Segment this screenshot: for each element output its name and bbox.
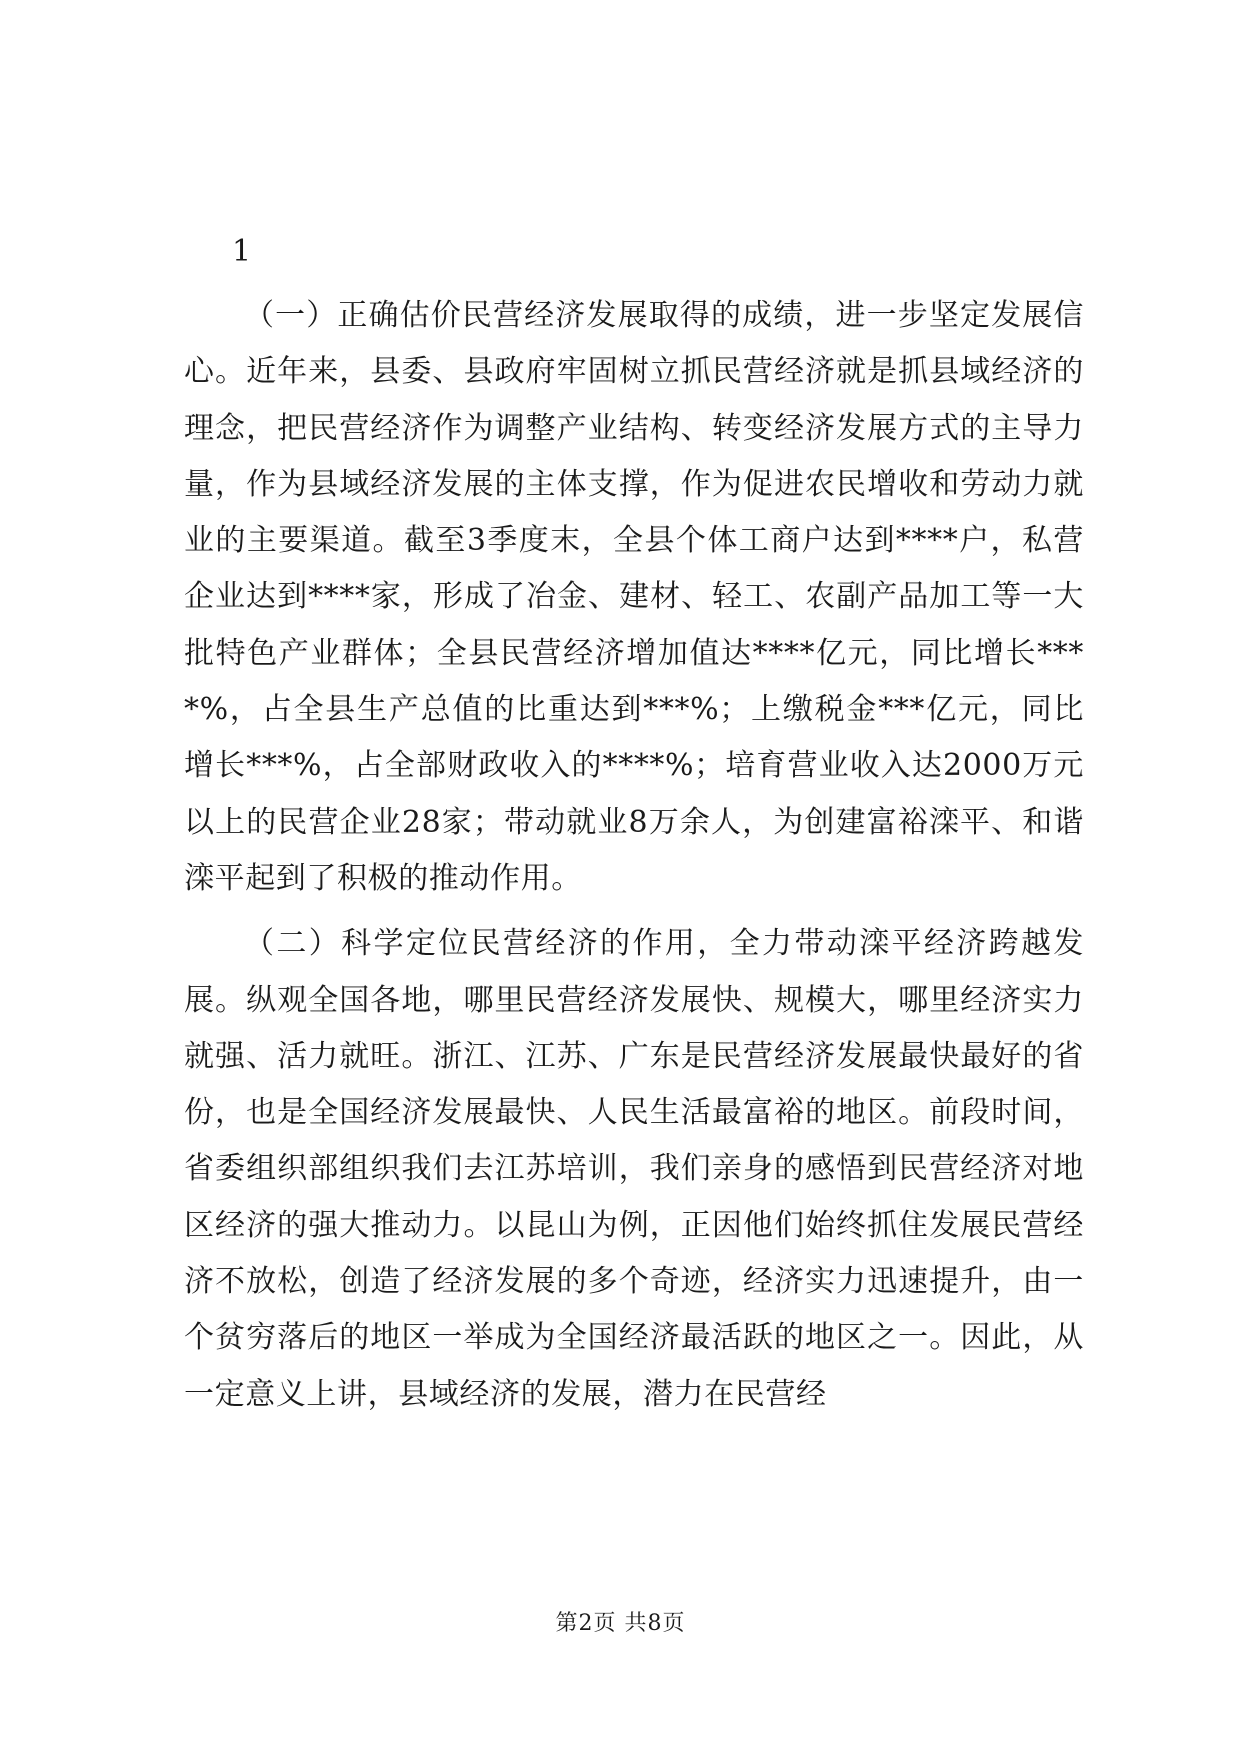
page-marker: 1 — [232, 234, 252, 269]
page-footer: 第2页 共8页 — [555, 1611, 686, 1636]
paragraph-1: （一）正确估价民营经济发展取得的成绩，进一步坚定发展信心。近年来，县委、县政府牢固树立抓民营经济就是抓县域经济的理念，把民营经济作为调整产业结构、转变经济发展方式的主导力量，作为县域经济发展的主体支撑，作为促进农民增收和劳动力就业的主要渠道。截至3季度末，全县个体工商户达到****户，私营企业达到****家，形成了冶金、建材、轻工、农副产品加工等一大批特色产业群体；全县民营经济增加值达****亿元，同比增长****%，占全县生产总值的比重达到***%；上缴税金***亿元，同比增长***%，占全部财政收入的****%；培育营业收入达2000万元以上的民营企业28家；带动就业8万余人，为创建富裕滦平、和谐滦平起到了积极的推动作用。 — [184, 298, 1084, 896]
paragraph-2: （二）科学定位民营经济的作用，全力带动滦平经济跨越发展。纵观全国各地，哪里民营经济发展快、规模大，哪里经济实力就强、活力就旺。浙江、江苏、广东是民营经济发展最快最好的省份，也是全国经济发展最快、人民生活最富裕的地区。前段时间，省委组织部组织我们去江苏培训，我们亲身的感悟到民营经济对地区经济的强大推动力。以昆山为例，正因他们始终抓住发展民营经济不放松，创造了经济发展的多个奇迹，经济实力迅速提升，由一个贫穷落后的地区一举成为全国经济最活跃的地区之一。因此，从一定意义上讲，县域经济的发展，潜力在民营经 — [184, 926, 1084, 1412]
body-text — [184, 288, 1084, 1432]
